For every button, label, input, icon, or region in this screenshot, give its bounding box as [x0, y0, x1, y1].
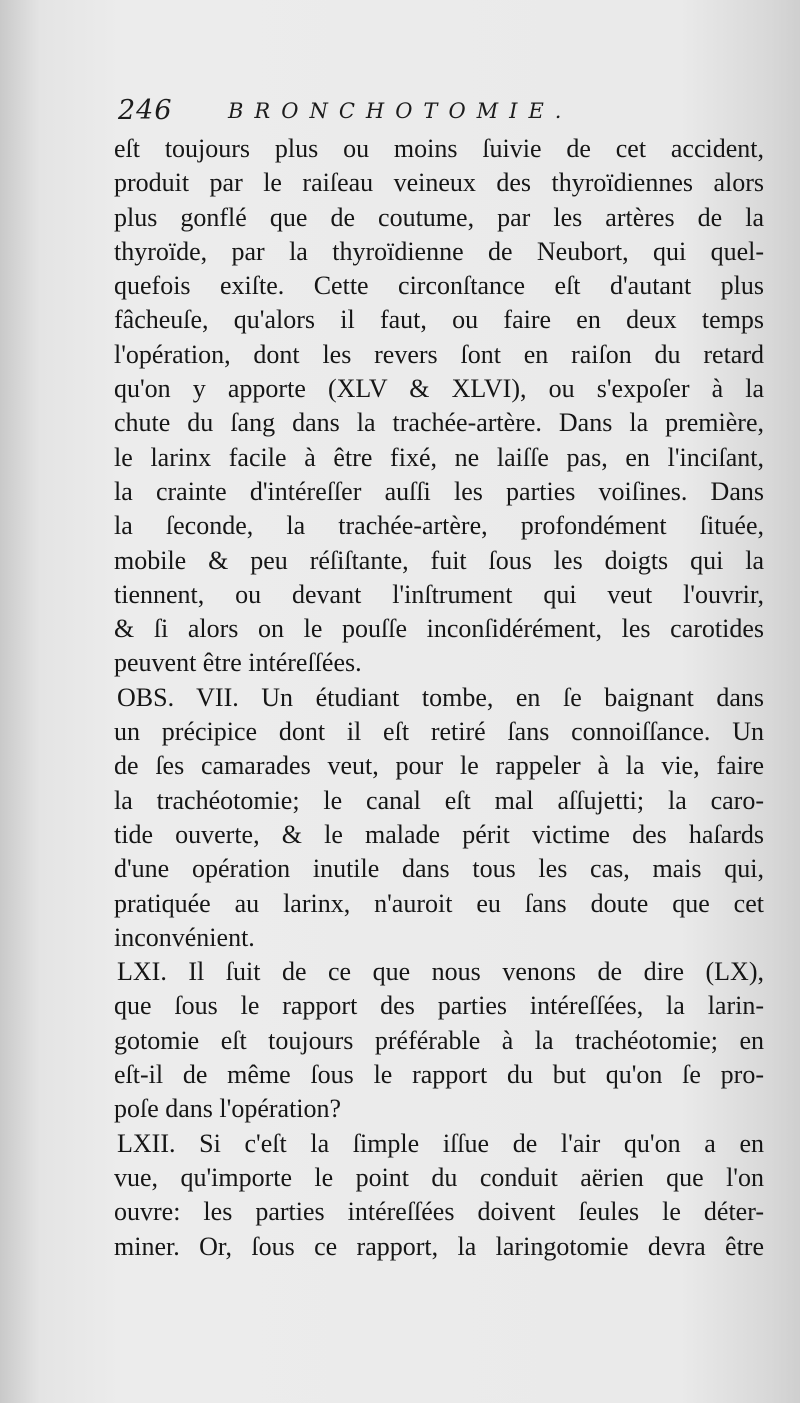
- paragraph-start: LXI. Il ſuit de ce que nous venons de dire (LX),: [117, 957, 764, 987]
- text-line: eſt-il de même ſous le rapport du but qu'on ſe pro-: [114, 1060, 764, 1090]
- text-line: chute du ſang dans la trachée-artère. Dans la première,: [114, 408, 764, 438]
- text-line: gotomie eſt toujours préférable à la trachéotomie; en: [114, 1025, 764, 1055]
- text-line: pratiquée au larinx, n'auroit eu ſans doute que cet: [114, 888, 764, 918]
- page-number: 246: [118, 95, 173, 126]
- text-line: ouvre: les parties intéreſſées doivent ſeules le déter-: [114, 1197, 764, 1227]
- running-title: BRONCHOTOMIE.: [228, 99, 573, 123]
- text-line: la ſeconde, la trachée-artère, profondément ſituée,: [114, 511, 764, 541]
- text-line: & ſi alors on le pouſſe inconſidérément, les carotides: [114, 614, 764, 644]
- text-line: quefois exiſte. Cette circonſtance eſt d'autant plus: [114, 271, 764, 301]
- text-line: qu'on y apporte (XLV & XLVI), ou s'expoſer à la: [114, 374, 764, 404]
- text-line: poſe dans l'opération?: [114, 1094, 342, 1124]
- text-line: inconvénient.: [114, 922, 255, 952]
- text-line: d'une opération inutile dans tous les cas, mais qui,: [114, 854, 764, 884]
- text-line: eſt toujours plus ou moins ſuivie de cet accident,: [114, 134, 764, 163]
- text-line: tide ouverte, & le malade périt victime des haſards: [114, 819, 764, 849]
- text-line: plus gonflé que de coutume, par les artères de la: [114, 202, 764, 232]
- body-text: [114, 132, 764, 1264]
- paragraph-start: OBS. VII. Un étudiant tombe, en ſe baignant dans: [117, 682, 764, 712]
- text-line: la trachéotomie; le canal eſt mal aſſujetti; la caro-: [114, 785, 764, 815]
- text-line: produit par le raiſeau veineux des thyroïdiennes alors: [114, 168, 764, 198]
- text-line: vue, qu'importe le point du conduit aërien que l'on: [114, 1162, 764, 1192]
- text-line: tiennent, ou devant l'inſtrument qui veut l'ouvrir,: [114, 579, 764, 609]
- text-line: un précipice dont il eſt retiré ſans connoiſſance. Un: [114, 717, 764, 747]
- text-line: mobile & peu réſiſtante, fuit ſous les doigts qui la: [114, 545, 764, 575]
- text-line: thyroïde, par la thyroïdienne de Neubort, qui quel-: [114, 236, 764, 266]
- text-line: de ſes camarades veut, pour le rappeler à la vie, faire: [114, 751, 764, 781]
- text-line: miner. Or, ſous ce rapport, la laringotomie devra être: [114, 1231, 764, 1261]
- text-line: fâcheuſe, qu'alors il faut, ou faire en deux temps: [114, 305, 764, 335]
- text-line: le larinx facile à être fixé, ne laiſſe pas, en l'inciſant,: [114, 442, 764, 472]
- running-head: [118, 95, 758, 135]
- text-line: l'opération, dont les revers ſont en raiſon du retard: [114, 339, 764, 369]
- text-line: que ſous le rapport des parties intéreſſées, la larin-: [114, 991, 764, 1021]
- paragraph-start: LXII. Si c'eſt la ſimple iſſue de l'air qu'on a en: [117, 1128, 764, 1158]
- text-line: la crainte d'intéreſſer auſſi les parties voiſines. Dans: [114, 476, 764, 506]
- text-line: peuvent être intéreſſées.: [114, 648, 362, 678]
